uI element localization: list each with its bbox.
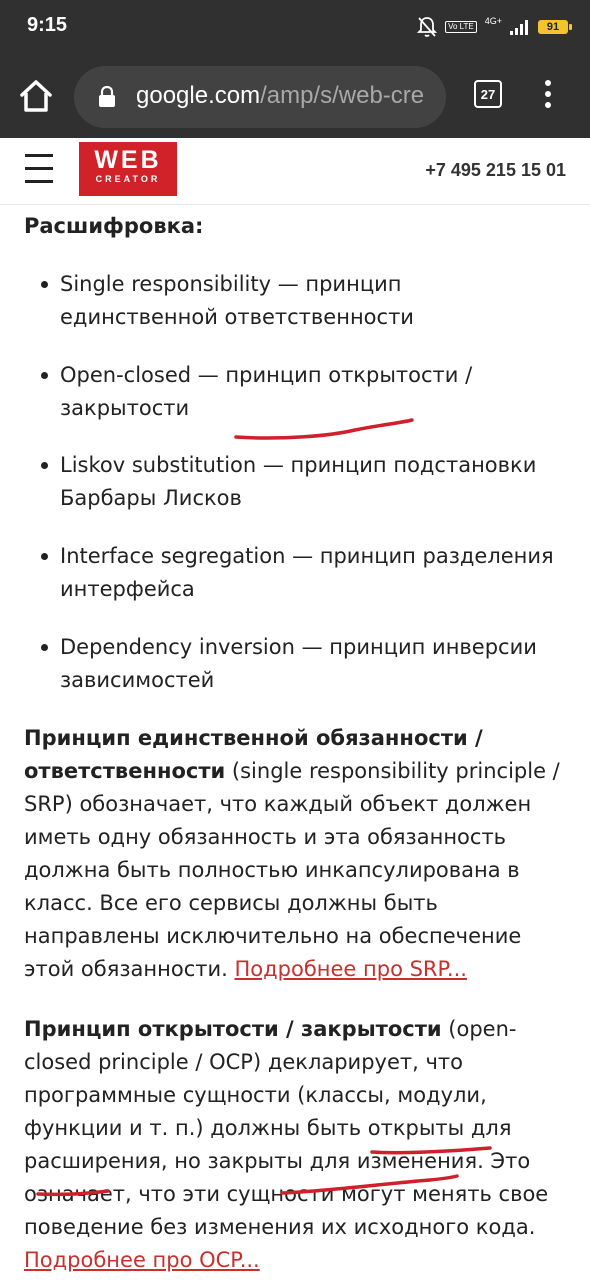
phone-number[interactable]: +7 495 215 15 01 <box>425 160 566 180</box>
article-content <box>0 204 590 1280</box>
ocp-body: (open-closed principle / OCP) декларирует, что программные сущности (классы, модули, функции и т. п.) должны быть открыты для расширения, но закрыты для изменения. Это означает, что эти сущности могут менять свое поведение без изменения их исходного кода. <box>24 1017 549 1239</box>
list-item: Liskov substitution — принцип подстановки Барбары Лисков <box>60 449 560 515</box>
battery-icon: 91 <box>538 20 568 34</box>
signal-icon <box>510 19 530 35</box>
volte-icon: Vo LTE <box>445 21 477 33</box>
logo-top-text: WEB <box>94 146 162 174</box>
ocp-paragraph <box>24 1013 572 1277</box>
srp-title: Принцип единственной обязанности / ответственности <box>24 726 483 783</box>
bell-off-icon <box>417 16 437 38</box>
list-item: Single responsibility — принцип единственной ответственности <box>60 268 560 334</box>
lock-icon <box>98 86 116 108</box>
url-path: /amp/s/web-cre <box>260 82 425 109</box>
status-bar <box>0 0 590 56</box>
url-host: google.com <box>136 82 261 109</box>
status-time: 9:15 <box>27 14 68 36</box>
srp-body: (single responsibility principle / SRP) обозначает, что каждый объект должен иметь одну обязанность и эта обязанность должна быть полностью инкапсулирована в класс. Все его сервисы должны быть направлены исключительно на обеспечение этой обязанности. <box>24 759 560 981</box>
status-icons <box>417 14 568 40</box>
srp-more-link[interactable]: Подробнее про SRP... <box>234 957 467 981</box>
logo-bottom-text: CREATOR <box>95 174 161 184</box>
address-bar[interactable] <box>74 66 446 128</box>
menu-icon[interactable] <box>538 80 558 116</box>
ocp-more-link[interactable]: Подробнее про OCP... <box>24 1248 260 1272</box>
site-header <box>0 138 590 205</box>
section-heading: Расшифровка: <box>24 214 204 238</box>
url-text <box>136 82 424 110</box>
home-icon[interactable] <box>14 74 58 118</box>
tabs-icon[interactable]: 27 <box>474 80 502 108</box>
browser-toolbar <box>0 56 590 138</box>
hamburger-menu-icon[interactable] <box>25 154 53 186</box>
list-item: Open-closed — принцип открытости / закрытости <box>60 359 560 425</box>
list-item: Dependency inversion — принцип инверсии зависимостей <box>60 631 560 697</box>
network-type: 4G+ <box>484 16 502 26</box>
srp-paragraph <box>24 722 572 986</box>
site-logo[interactable] <box>79 142 177 196</box>
ocp-title: Принцип открытости / закрытости <box>24 1017 442 1041</box>
list-item: Interface segregation — принцип разделения интерфейса <box>60 540 560 606</box>
